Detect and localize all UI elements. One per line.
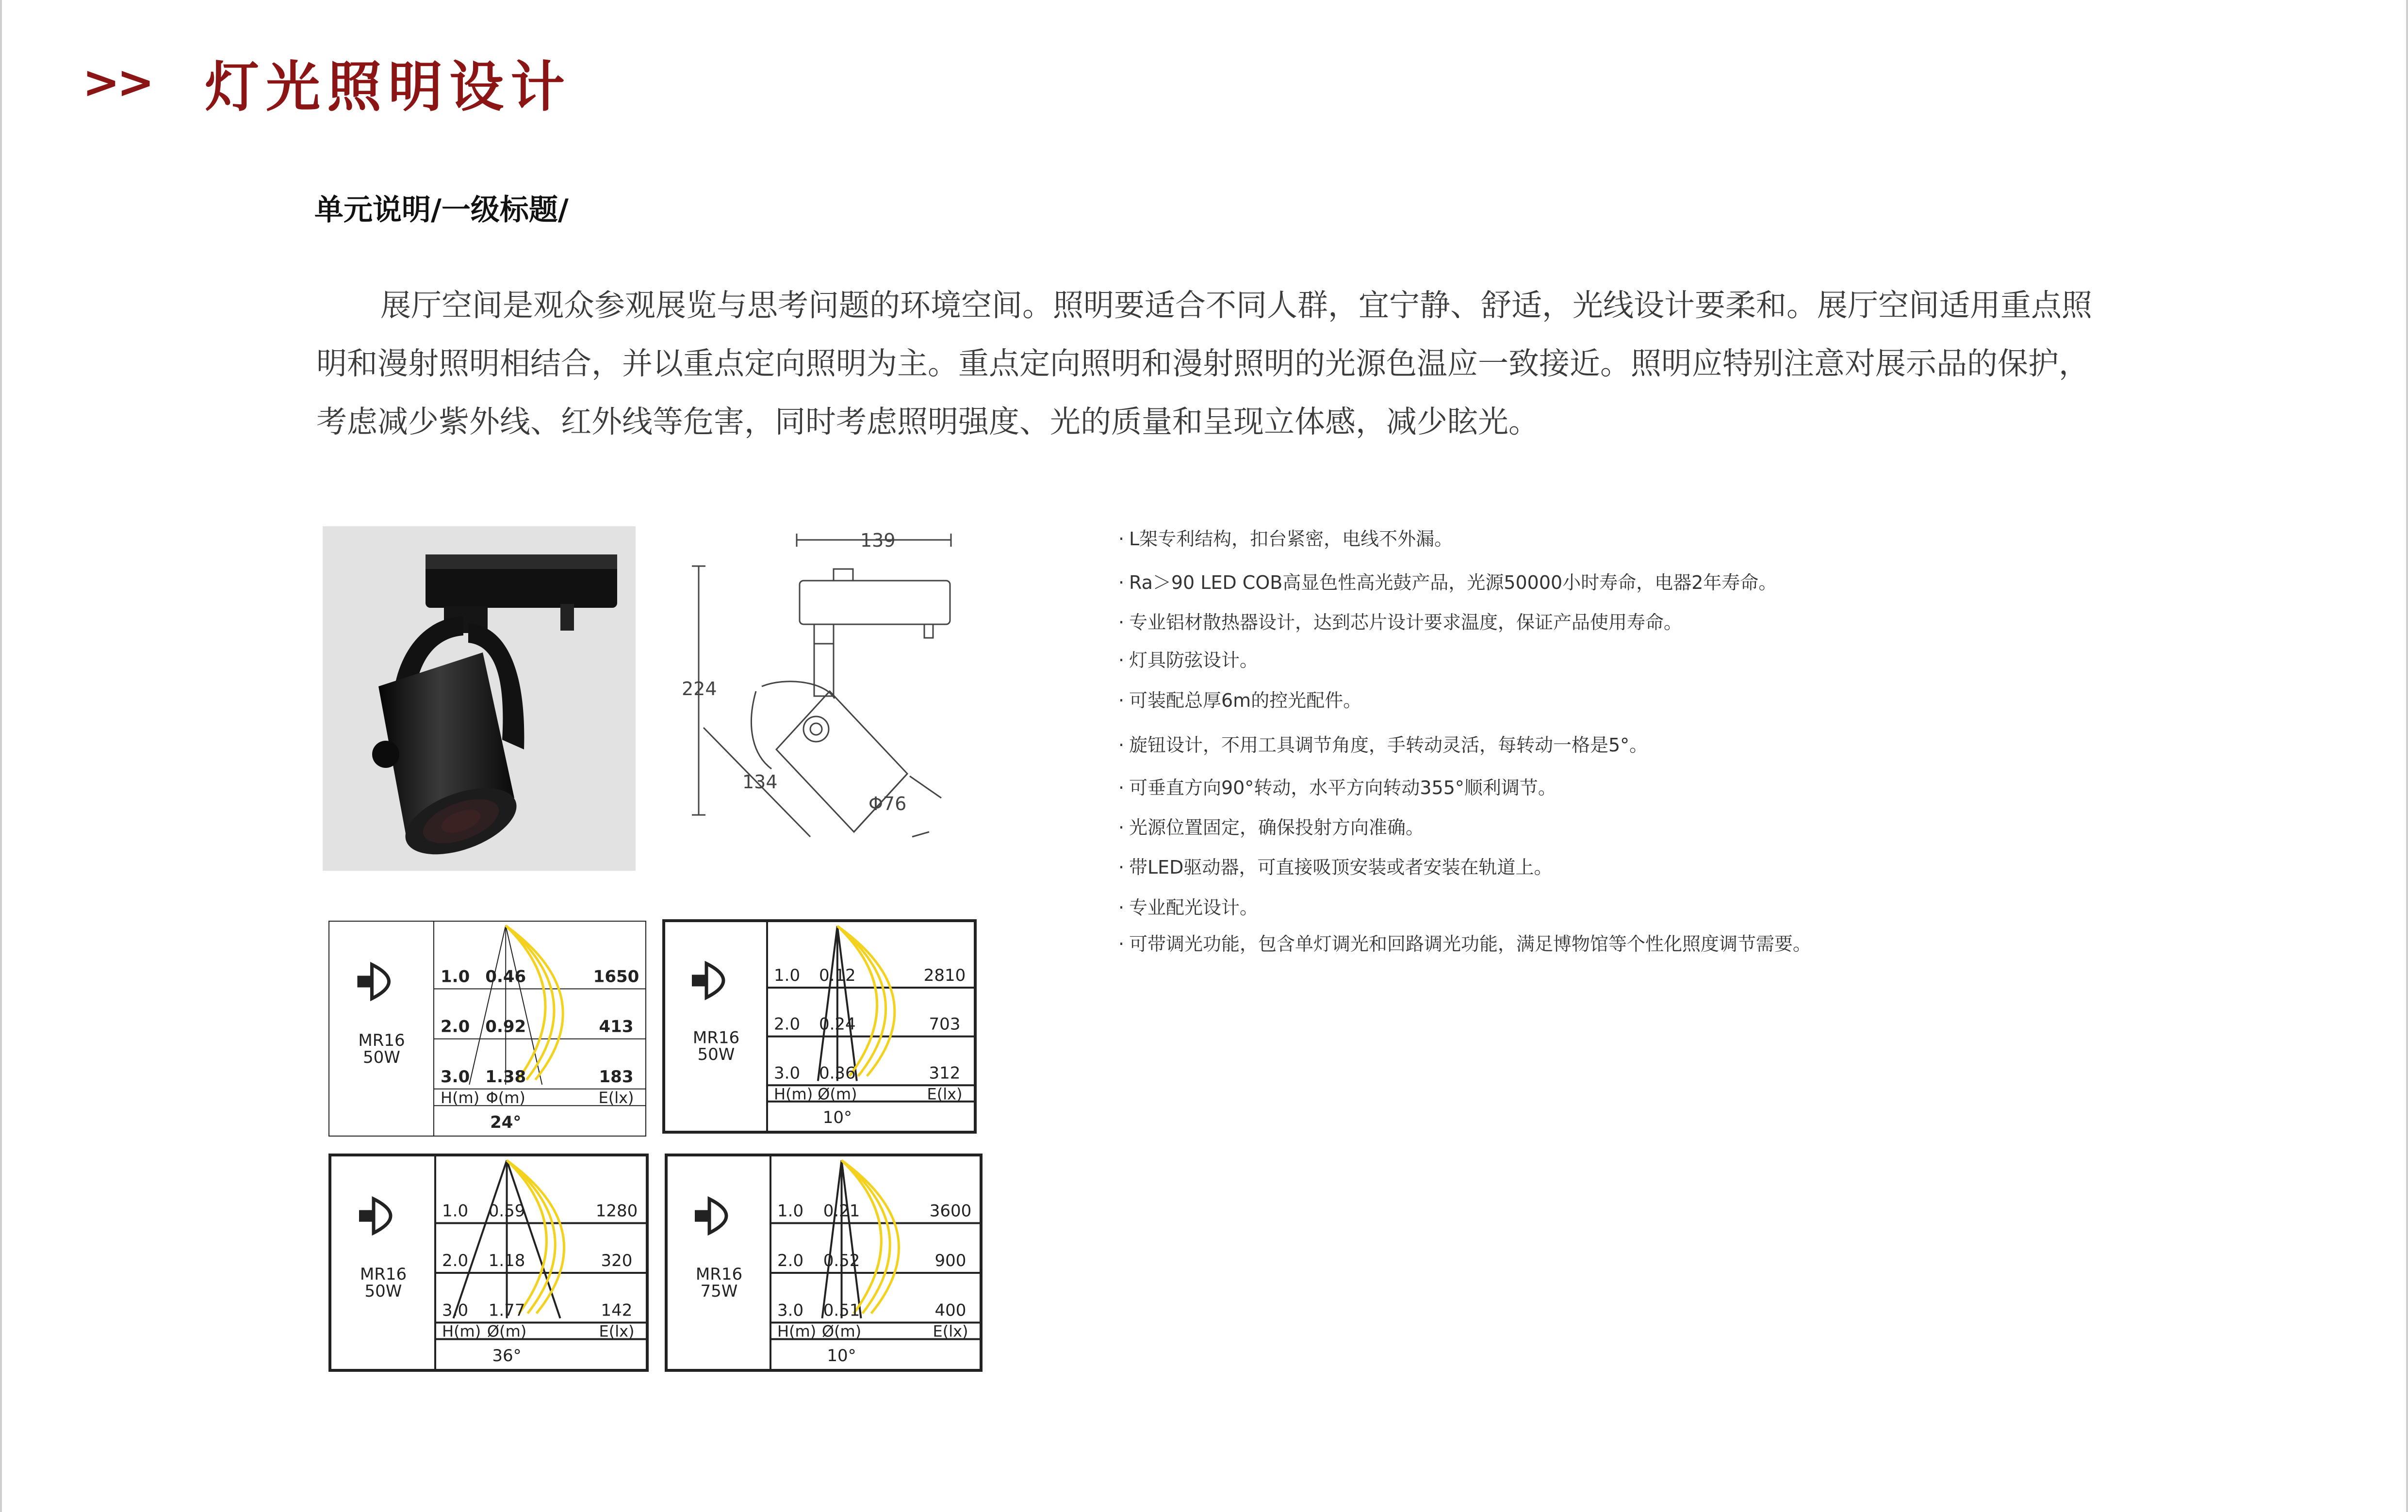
beam-intensity-curve <box>842 1160 890 1314</box>
bullet-icon: · <box>1118 897 1125 918</box>
row-illuminance-value: 320 <box>601 1251 633 1271</box>
col-diameter-header: Ø(m) <box>487 1322 527 1341</box>
col-height-header: H(m) <box>777 1322 817 1341</box>
row-height-value: 2.0 <box>441 1017 470 1037</box>
row-illuminance-value: 413 <box>599 1017 634 1037</box>
feature-item <box>1118 852 1552 879</box>
beam-intensity-curve <box>506 926 554 1080</box>
page-title: 灯光照明设计 <box>205 55 572 119</box>
dim-width-label: 139 <box>860 530 896 551</box>
bullet-icon: · <box>1118 857 1125 878</box>
photometric-chart <box>665 1154 983 1372</box>
col-height-header: H(m) <box>774 1085 813 1104</box>
dimension-diagram <box>670 521 980 856</box>
row-height-value: 3.0 <box>774 1063 801 1083</box>
dim-diameter-label: Φ76 <box>868 793 907 814</box>
beam-angle-label: 10° <box>822 1108 852 1127</box>
col-height-header: H(m) <box>442 1322 481 1341</box>
product-photo <box>323 526 636 871</box>
bullet-icon: · <box>1118 612 1125 633</box>
bullet-icon: · <box>1118 777 1125 798</box>
lamp-base-icon <box>359 1210 375 1222</box>
lamp-bulb-icon <box>374 1199 391 1233</box>
bullet-icon: · <box>1118 817 1125 838</box>
bullet-icon: · <box>1118 933 1125 955</box>
beam-chart-svg <box>329 922 645 1136</box>
lamp-power-label: 50W <box>363 1048 400 1068</box>
feature-item <box>1118 607 1682 634</box>
beam-intensity-curve <box>506 926 545 1080</box>
lamp-type-label: MR16 <box>692 1028 740 1048</box>
beam-edge-line <box>506 926 542 1085</box>
row-diameter-value: 0.21 <box>823 1201 860 1221</box>
dim-height-label: 224 <box>682 678 717 699</box>
row-height-value: 3.0 <box>441 1067 470 1087</box>
beam-intensity-curve <box>842 1160 882 1314</box>
col-diameter-header: Φ(m) <box>486 1088 525 1107</box>
row-diameter-value: 0.46 <box>485 967 526 987</box>
photometric-chart <box>328 921 646 1137</box>
col-illuminance-header: E(lx) <box>933 1322 968 1341</box>
page-frame-left <box>0 0 2 1512</box>
row-illuminance-value: 183 <box>599 1067 634 1087</box>
feature-item <box>1118 929 1811 956</box>
feature-item <box>1118 524 1453 551</box>
row-diameter-value: 0.36 <box>819 1063 856 1083</box>
row-height-value: 2.0 <box>442 1251 469 1271</box>
feature-item <box>1118 685 1361 712</box>
feature-text: L架专利结构，扣台紧密，电线不外漏。 <box>1129 528 1453 550</box>
beam-chart-svg <box>668 1156 980 1369</box>
bullet-icon: · <box>1118 572 1125 593</box>
bullet-icon: · <box>1118 528 1125 550</box>
beam-edge-line <box>837 926 857 1081</box>
beam-intensity-curve <box>507 1160 547 1314</box>
row-height-value: 2.0 <box>777 1251 804 1271</box>
row-illuminance-value: 400 <box>934 1301 966 1320</box>
beam-edge-line <box>822 1160 842 1318</box>
lamp-bulb-icon <box>706 963 723 997</box>
beam-angle-label: 36° <box>492 1346 522 1366</box>
beam-chart-svg <box>665 922 974 1131</box>
row-diameter-value: 0.24 <box>819 1014 856 1034</box>
page-header <box>82 46 572 119</box>
row-illuminance-value: 312 <box>929 1063 961 1083</box>
beam-intensity-curve <box>837 926 886 1076</box>
feature-item <box>1118 813 1424 839</box>
lamp-type-label: MR16 <box>358 1030 405 1050</box>
row-diameter-value: 1.18 <box>488 1251 525 1271</box>
row-height-value: 1.0 <box>777 1201 804 1221</box>
row-illuminance-value: 703 <box>929 1014 961 1034</box>
row-height-value: 3.0 <box>777 1301 804 1320</box>
beam-intensity-curve <box>837 926 877 1076</box>
row-height-value: 2.0 <box>774 1014 801 1034</box>
feature-item <box>1118 645 1258 672</box>
lamp-bulb-icon <box>372 964 389 998</box>
col-diameter-header: Ø(m) <box>818 1085 857 1104</box>
row-diameter-value: 1.77 <box>488 1301 525 1320</box>
col-illuminance-header: E(lx) <box>927 1085 963 1104</box>
section-title: 单元说明/一级标题/ <box>314 193 569 227</box>
feature-item <box>1118 568 1777 594</box>
lamp-base-icon <box>358 975 373 987</box>
feature-text: 可垂直方向90°转动，水平方向转动355°顺利调节。 <box>1129 777 1556 798</box>
row-illuminance-value: 142 <box>601 1301 633 1320</box>
lamp-bulb-icon <box>709 1199 726 1233</box>
photometric-chart <box>662 919 977 1134</box>
feature-text: 可带调光功能，包含单灯调光和回路调光功能，满足博物馆等个性化照度调节需要。 <box>1129 933 1812 955</box>
bullet-icon: · <box>1118 650 1125 671</box>
beam-angle-label: 24° <box>490 1113 522 1132</box>
lamp-power-label: 50W <box>364 1282 402 1301</box>
lamp-power-label: 75W <box>700 1282 738 1301</box>
dim-arm-label: 134 <box>742 771 778 793</box>
feature-item <box>1118 773 1556 799</box>
intro-paragraph: 展厅空间是观众参观展览与思考问题的环境空间。照明要适合不同人群，宜宁静、舒适，光线设计要柔和。展厅空间适用重点照明和漫射照明相结合，并以重点定向照明为主。重点定向照明和漫射照明的光源色温应一致接近。照明应特别注意对展示品的保护，考虑减少紫外线、红外线等危害，同时考虑照明强度、光的质量和呈现立体感，减少眩光。 <box>316 288 2092 439</box>
feature-text: 光源位置固定，确保投射方向准确。 <box>1129 817 1425 838</box>
beam-chart-svg <box>331 1156 646 1369</box>
row-diameter-value: 0.51 <box>823 1301 860 1320</box>
row-height-value: 1.0 <box>442 1201 469 1221</box>
feature-text: 旋钮设计，不用工具调节角度，手转动灵活，每转动一格是5°。 <box>1129 734 1648 756</box>
photometric-chart <box>328 1154 649 1372</box>
lamp-base-icon <box>695 1210 710 1222</box>
beam-edge-line <box>454 1160 507 1318</box>
beam-edge-line <box>818 926 837 1081</box>
row-diameter-value: 0.52 <box>823 1251 860 1271</box>
row-illuminance-value: 1280 <box>595 1201 638 1221</box>
feature-text: 灯具防弦设计。 <box>1129 650 1259 671</box>
lamp-type-label: MR16 <box>695 1265 743 1284</box>
row-diameter-value: 0.92 <box>485 1017 526 1037</box>
row-height-value: 3.0 <box>442 1301 469 1320</box>
feature-text: 带LED驱动器，可直接吸顶安装或者安装在轨道上。 <box>1129 857 1553 878</box>
feature-text: Ra＞90 LED COB高显色性高光鼓产品，光源50000小时寿命，电器2年寿命。 <box>1129 572 1777 593</box>
row-illuminance-value: 3600 <box>929 1201 972 1221</box>
lamp-type-label: MR16 <box>360 1265 407 1284</box>
row-illuminance-value: 900 <box>934 1251 966 1271</box>
row-height-value: 1.0 <box>441 967 470 987</box>
beam-angle-label: 10° <box>827 1346 856 1366</box>
bullet-icon: · <box>1118 734 1125 756</box>
feature-text: 可装配总厚6m的控光配件。 <box>1129 690 1362 711</box>
col-illuminance-header: E(lx) <box>598 1088 634 1107</box>
page-frame-right <box>2406 0 2408 1512</box>
row-diameter-value: 0.12 <box>819 966 856 986</box>
lamp-power-label: 50W <box>697 1044 735 1064</box>
track-light-photo-icon <box>323 526 636 871</box>
row-height-value: 1.0 <box>774 966 801 986</box>
feature-text: 专业配光设计。 <box>1129 897 1259 918</box>
col-height-header: H(m) <box>441 1088 480 1107</box>
lamp-base-icon <box>692 975 707 986</box>
bullet-icon: · <box>1118 690 1125 711</box>
row-diameter-value: 0.59 <box>488 1201 525 1221</box>
row-illuminance-value: 1650 <box>593 967 639 987</box>
feature-item <box>1118 730 1648 757</box>
col-diameter-header: Ø(m) <box>821 1322 862 1341</box>
row-illuminance-value: 2810 <box>923 966 966 986</box>
dimension-drawing <box>670 521 980 856</box>
col-illuminance-header: E(lx) <box>599 1322 635 1341</box>
feature-item <box>1118 893 1258 919</box>
feature-text: 专业铝材散热器设计，达到芯片设计要求温度，保证产品使用寿命。 <box>1129 612 1683 633</box>
beam-edge-line <box>469 926 506 1085</box>
beam-edge-line <box>842 1160 861 1318</box>
chevron-right-icon: >> <box>82 56 152 108</box>
row-diameter-value: 1.38 <box>485 1067 526 1087</box>
